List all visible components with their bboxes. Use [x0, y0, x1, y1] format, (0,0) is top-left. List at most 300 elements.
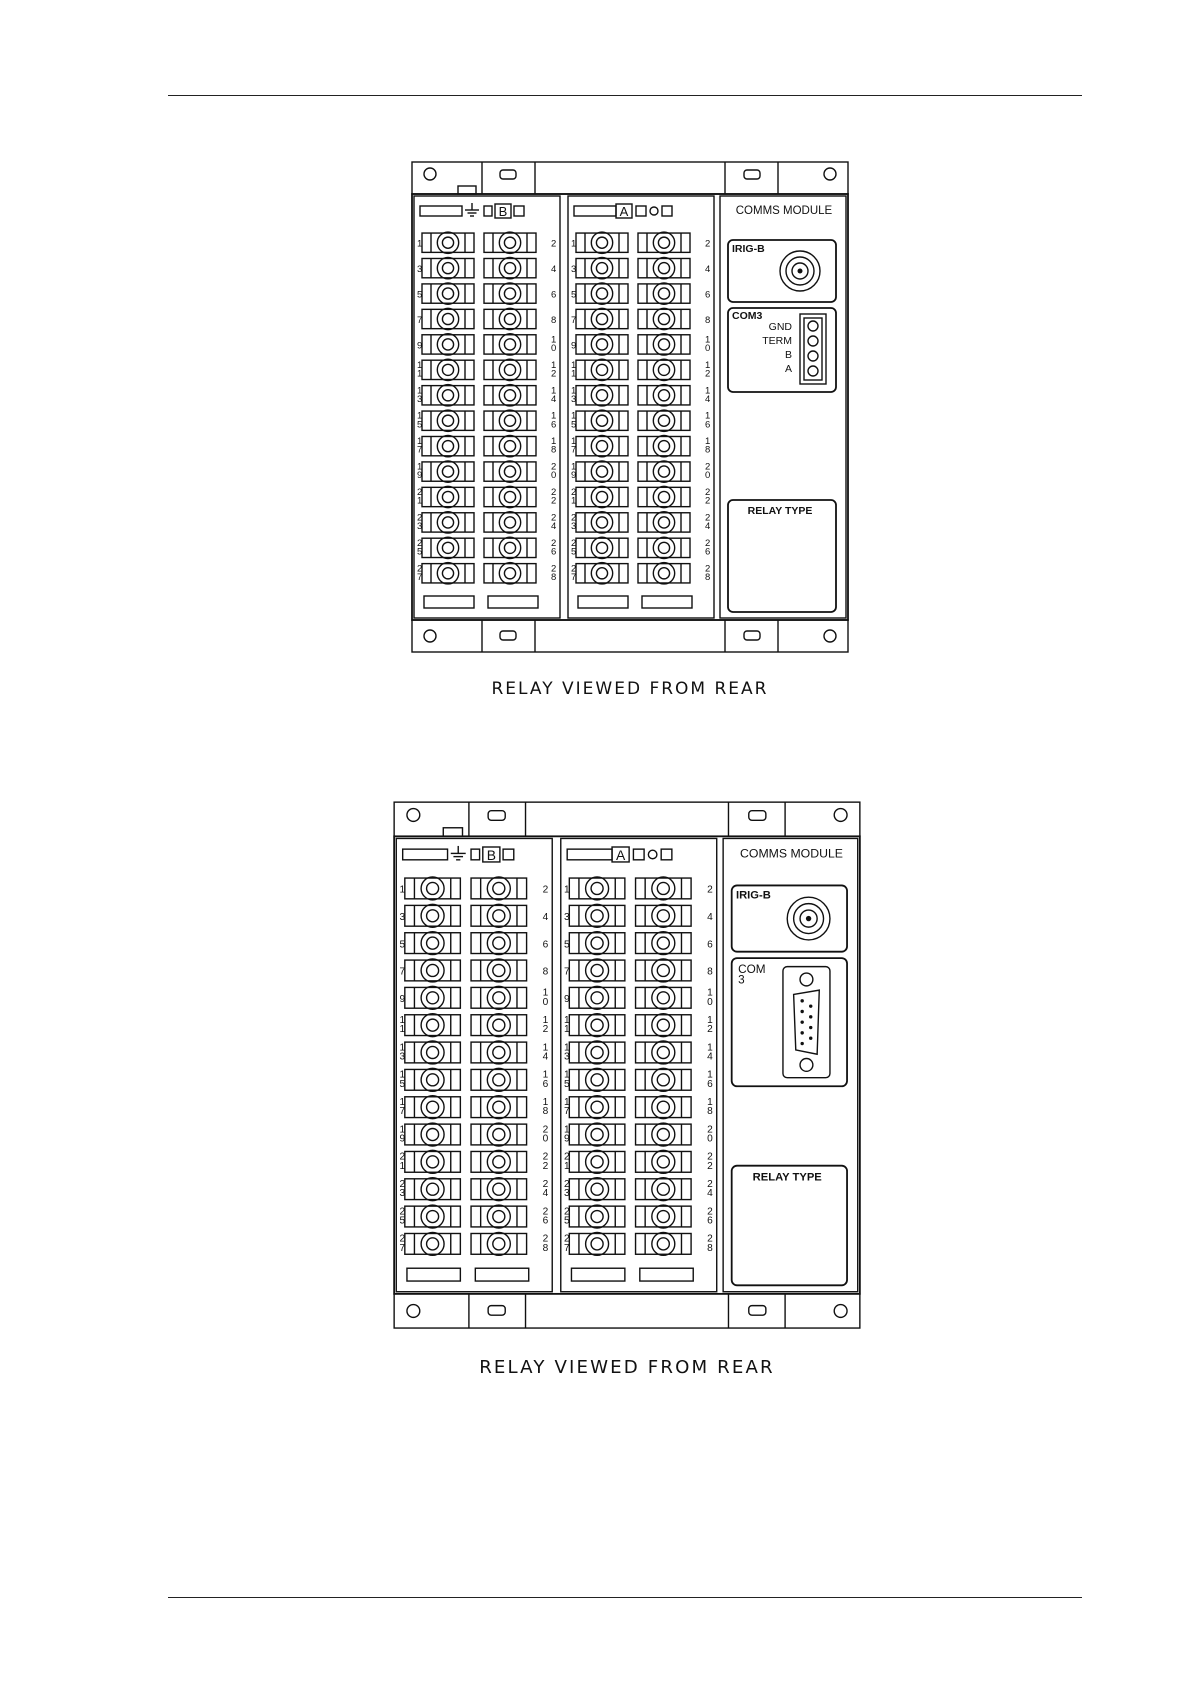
terminal-screw-inner: [504, 466, 515, 477]
terminal-number-even: [551, 360, 556, 380]
terminal-screw-inner: [657, 1156, 669, 1168]
com3-label-line: 3: [738, 973, 745, 987]
terminal-housing: [405, 1151, 461, 1172]
terminal-screw: [421, 1150, 444, 1173]
bottom-label-strip: [488, 596, 538, 608]
terminal-housing: [569, 1233, 625, 1254]
header-rule: [168, 95, 1082, 96]
figure-caption: RELAY VIEWED FROM REAR: [479, 1356, 775, 1378]
terminal-screw: [437, 435, 458, 456]
terminal-screw: [499, 308, 520, 329]
terminal-number-odd-line: 9: [417, 470, 423, 482]
terminal-number-odd-line: 2: [571, 512, 577, 524]
terminal-screw: [487, 932, 510, 955]
terminal-number-even: [707, 1152, 713, 1172]
terminal-number-even: 2: [542, 884, 549, 896]
terminal-housing: [636, 987, 692, 1008]
terminal-screw: [487, 1014, 510, 1037]
terminal-screw-inner: [427, 1074, 439, 1086]
indicator-box: [484, 206, 492, 216]
terminal-number-even: 8: [542, 966, 549, 978]
terminal-screw: [437, 308, 458, 329]
terminal-number-odd-line: 2: [417, 537, 423, 549]
terminal-number-odd-line: 5: [417, 419, 423, 431]
terminal-housing: [484, 513, 536, 532]
terminal-screw: [586, 1232, 609, 1255]
terminal-number-even: [543, 1015, 549, 1035]
terminal-number-odd-line: 2: [563, 1233, 570, 1245]
d-sub-pin: [809, 1004, 812, 1007]
terminal-screw: [591, 410, 612, 431]
block-a-label: A: [619, 204, 629, 219]
terminal-screw-inner: [504, 415, 515, 426]
terminal-housing: [484, 284, 536, 303]
terminal-screw: [591, 232, 612, 253]
terminal-number-odd: [564, 1070, 570, 1090]
terminal-number-even-line: 4: [707, 1188, 713, 1200]
terminal-housing: [405, 905, 461, 926]
terminal-screw-inner: [658, 313, 669, 324]
terminal-number-odd-line: 7: [399, 1242, 406, 1254]
terminal-housing: [638, 538, 690, 557]
bottom-label-strip: [407, 1268, 460, 1281]
terminal-housing: [576, 309, 628, 328]
terminal-number-odd-line: 1: [563, 1097, 570, 1109]
terminal-number-even: [551, 385, 556, 405]
terminal-screw-inner: [658, 441, 669, 452]
flange-slot: [488, 1306, 505, 1316]
terminal-screw-inner: [658, 542, 669, 553]
terminal-screw-inner: [591, 1074, 603, 1086]
indicator-box: [636, 206, 646, 216]
terminal-number-odd-line: 7: [399, 1106, 406, 1118]
terminal-housing: [569, 1206, 625, 1227]
terminal-number-even-line: 1: [551, 359, 557, 371]
terminal-screw: [421, 1232, 444, 1255]
terminal-screw-inner: [504, 313, 515, 324]
terminal-number-odd: 3: [417, 264, 423, 276]
terminal-screw-inner: [442, 263, 453, 274]
terminal-number-even-line: 2: [705, 563, 711, 575]
terminal-number-odd-line: 3: [563, 1188, 570, 1200]
terminal-number-odd: 1: [399, 884, 406, 896]
terminal-housing: [484, 360, 536, 379]
terminal-screw: [653, 537, 674, 558]
terminal-number-odd-line: 1: [399, 1042, 406, 1054]
terminal-housing: [638, 386, 690, 405]
terminal-screw-inner: [657, 992, 669, 1004]
terminal-number-even-line: 2: [542, 1206, 549, 1218]
terminal-screw-inner: [442, 288, 453, 299]
terminal-housing: [405, 1233, 461, 1254]
terminal-screw-inner: [504, 517, 515, 528]
terminal-number-even-line: 6: [707, 1078, 713, 1090]
terminal-number-odd: [571, 436, 576, 456]
terminal-screw-inner: [591, 1211, 603, 1223]
terminal-screw: [653, 334, 674, 355]
terminal-housing: [422, 487, 474, 506]
terminal-screw-inner: [591, 1046, 603, 1058]
terminal-number-odd: [417, 487, 422, 507]
terminal-screw-inner: [658, 390, 669, 401]
terminal-number-odd-line: 9: [571, 470, 577, 482]
terminal-screw-inner: [658, 415, 669, 426]
terminal-number-odd: 5: [417, 289, 423, 301]
terminal-housing: [576, 564, 628, 583]
terminal-screw: [652, 1096, 675, 1119]
terminal-number-even-line: 2: [542, 1151, 549, 1163]
terminal-screw-inner: [493, 910, 505, 922]
terminal-housing: [638, 284, 690, 303]
terminal-screw-inner: [493, 882, 505, 894]
terminal-screw: [586, 1178, 609, 1201]
terminal-housing: [576, 538, 628, 557]
terminal-screw: [487, 1041, 510, 1064]
terminal-screw-inner: [596, 263, 607, 274]
terminal-housing: [636, 1233, 692, 1254]
terminal-number-even-line: 6: [705, 419, 711, 431]
terminal-screw-inner: [657, 1183, 669, 1195]
bottom-label-strip: [475, 1268, 528, 1281]
terminal-screw-inner: [657, 910, 669, 922]
terminal-number-odd: [399, 1152, 405, 1172]
terminal-number-odd: 5: [399, 939, 406, 951]
d-sub-pin: [800, 1031, 803, 1034]
terminal-number-even-line: 1: [542, 1069, 549, 1081]
terminal-screw-inner: [657, 1128, 669, 1140]
terminal-number-odd: [564, 1124, 570, 1144]
terminal-number-even-line: 2: [705, 487, 711, 498]
terminal-screw: [499, 232, 520, 253]
terminal-screw: [653, 563, 674, 584]
com3-label: [738, 963, 765, 987]
terminal-number-even-line: 0: [551, 470, 557, 482]
terminal-screw: [487, 1232, 510, 1255]
flange-slot: [500, 170, 516, 179]
terminal-housing: [638, 411, 690, 430]
terminal-number-even-line: 4: [707, 1051, 713, 1063]
flange-slot: [744, 170, 760, 179]
terminal-screw: [421, 986, 444, 1009]
terminal-screw-inner: [442, 568, 453, 579]
terminal-number-odd-line: 3: [571, 520, 577, 532]
terminal-housing: [422, 411, 474, 430]
terminal-screw-inner: [591, 964, 603, 976]
terminal-screw-inner: [504, 263, 515, 274]
terminal-screw-inner: [591, 1101, 603, 1113]
terminal-number-even-line: 2: [705, 461, 711, 473]
terminal-number-odd: [571, 538, 576, 558]
terminal-screw-inner: [493, 1046, 505, 1058]
terminal-number-even: [543, 1179, 549, 1199]
terminal-housing: [422, 309, 474, 328]
terminal-number-even-line: 2: [707, 1179, 713, 1191]
terminal-housing: [471, 1179, 527, 1200]
terminal-housing: [576, 386, 628, 405]
terminal-number-odd-line: 3: [571, 393, 577, 405]
terminal-number-odd: [564, 1042, 570, 1062]
d-sub-screw: [800, 1059, 813, 1072]
terminal-screw-inner: [596, 288, 607, 299]
terminal-housing: [471, 1124, 527, 1145]
d-sub-pin: [809, 1015, 812, 1018]
terminal-number-even: 4: [551, 264, 557, 276]
terminal-number-odd-line: 3: [399, 1188, 406, 1200]
terminal-housing: [405, 1069, 461, 1090]
terminal-number-even-line: 4: [551, 520, 557, 532]
terminal-screw-inner: [657, 1238, 669, 1250]
terminal-screw: [487, 877, 510, 900]
terminal-number-odd: [399, 1179, 405, 1199]
terminal-screw: [586, 959, 609, 982]
terminal-screw: [421, 877, 444, 900]
terminal-screw-inner: [657, 1101, 669, 1113]
label-strip: [567, 849, 612, 860]
terminal-screw-inner: [493, 1156, 505, 1168]
terminal-screw: [487, 1150, 510, 1173]
terminal-number-even: [543, 1152, 549, 1172]
terminal-housing: [422, 284, 474, 303]
terminal-housing: [405, 1206, 461, 1227]
terminal-number-even-line: 1: [551, 410, 557, 422]
terminal-number-even-line: 2: [705, 495, 711, 507]
relay-rear-view-figure-1: [410, 160, 850, 710]
terminal-number-even-line: 4: [551, 393, 557, 405]
terminal-number-even-line: 6: [705, 546, 711, 558]
terminal-housing: [638, 309, 690, 328]
terminal-screw-inner: [442, 364, 453, 375]
terminal-screw-inner: [493, 1074, 505, 1086]
terminal-number-even-line: 2: [707, 1124, 713, 1136]
terminal-screw: [586, 1041, 609, 1064]
terminal-number-even-line: 2: [707, 1206, 713, 1218]
terminal-screw-inner: [427, 1019, 439, 1031]
terminal-screw: [437, 512, 458, 533]
terminal-number-odd-line: 1: [571, 495, 577, 507]
earth-stud: [458, 186, 476, 194]
terminal-number-even-line: 2: [542, 1179, 549, 1191]
relay-case-body: [412, 194, 848, 620]
terminal-number-odd-line: 7: [571, 444, 577, 456]
terminal-housing: [636, 1015, 692, 1036]
terminal-screw-inner: [427, 1101, 439, 1113]
terminal-number-odd: 9: [417, 340, 423, 352]
terminal-number-even: [543, 1042, 549, 1062]
irig-b-label: IRIG-B: [732, 243, 765, 255]
d-sub-pin: [800, 1042, 803, 1045]
terminal-number-even: [551, 538, 556, 558]
terminal-housing: [484, 233, 536, 252]
terminal-screw: [499, 410, 520, 431]
terminal-screw: [652, 1178, 675, 1201]
terminal-number-odd-line: 5: [571, 419, 577, 431]
terminal-housing: [638, 335, 690, 354]
terminal-number-even-line: 2: [551, 461, 557, 473]
terminal-number-even: [705, 385, 710, 405]
terminal-screw: [653, 512, 674, 533]
d-sub-pin: [800, 1020, 803, 1023]
terminal-screw: [653, 435, 674, 456]
terminal-number-even-line: 8: [705, 444, 711, 456]
terminal-number-even-line: 2: [707, 1151, 713, 1163]
indicator-box: [471, 849, 480, 860]
terminal-number-even-line: 2: [707, 1233, 713, 1245]
terminal-number-odd: [399, 1206, 405, 1226]
terminal-housing: [422, 233, 474, 252]
terminal-number-odd-line: 1: [571, 368, 577, 380]
flange-slot: [500, 631, 516, 640]
terminal-screw-inner: [442, 517, 453, 528]
terminal-housing: [569, 1124, 625, 1145]
terminal-screw: [487, 986, 510, 1009]
terminal-screw: [652, 1041, 675, 1064]
terminal-screw: [437, 334, 458, 355]
terminal-number-odd-line: 1: [417, 436, 423, 448]
terminal-number-odd: [571, 563, 576, 583]
terminal-screw-inner: [427, 1128, 439, 1140]
terminal-connector-pin: [808, 336, 818, 346]
terminal-number-even-line: 1: [705, 359, 711, 371]
terminal-number-even-line: 2: [705, 368, 711, 380]
terminal-screw: [591, 334, 612, 355]
terminal-screw-inner: [427, 964, 439, 976]
terminal-screw: [499, 512, 520, 533]
d-sub-pin: [800, 1010, 803, 1013]
terminal-number-even: [707, 1179, 713, 1199]
terminal-number-odd-line: 1: [417, 461, 423, 473]
terminal-screw: [653, 486, 674, 507]
terminal-number-even-line: 0: [542, 1133, 549, 1145]
top-mounting-flange: [412, 162, 848, 194]
terminal-housing: [576, 487, 628, 506]
terminal-housing: [569, 1042, 625, 1063]
terminal-housing: [636, 1151, 692, 1172]
terminal-screw: [653, 283, 674, 304]
flange-slot: [749, 1306, 766, 1316]
terminal-connector-pin: [808, 351, 818, 361]
terminal-housing: [484, 411, 536, 430]
terminal-number-odd: [564, 1234, 570, 1254]
terminal-number-odd-line: 7: [417, 571, 423, 583]
terminal-housing: [471, 1097, 527, 1118]
terminal-screw: [652, 959, 675, 982]
terminal-housing: [638, 487, 690, 506]
terminal-housing: [576, 462, 628, 481]
bottom-mounting-flange: [412, 620, 848, 652]
terminal-number-odd-line: 1: [563, 1042, 570, 1054]
terminal-housing: [636, 1069, 692, 1090]
indicator-box: [661, 849, 672, 860]
bottom-label-strip: [424, 596, 474, 608]
terminal-screw-inner: [504, 390, 515, 401]
terminal-number-odd-line: 2: [563, 1206, 570, 1218]
terminal-screw: [591, 385, 612, 406]
terminal-number-odd-line: 5: [571, 546, 577, 558]
terminal-screw: [499, 385, 520, 406]
terminal-screw: [653, 257, 674, 278]
terminal-number-odd: 3: [399, 912, 406, 924]
terminal-screw-inner: [591, 937, 603, 949]
terminal-connector-inner: [804, 318, 822, 380]
terminal-number-odd: [417, 563, 422, 583]
terminal-number-even-line: 0: [707, 996, 713, 1008]
terminal-screw-inner: [493, 1101, 505, 1113]
terminal-housing: [484, 487, 536, 506]
indicator-led: [650, 207, 658, 215]
indicator-box: [514, 206, 524, 216]
terminal-number-even-line: 2: [551, 563, 557, 575]
terminal-screw-inner: [657, 964, 669, 976]
terminal-housing: [484, 335, 536, 354]
block-b-label: B: [486, 846, 496, 863]
flange-slot: [744, 631, 760, 640]
terminal-housing: [576, 233, 628, 252]
terminal-number-even-line: 2: [707, 1160, 713, 1172]
terminal-number-odd: 7: [571, 315, 577, 326]
terminal-number-even-line: 2: [551, 487, 557, 498]
terminal-number-even-line: 8: [551, 571, 557, 583]
d-sub-pin: [809, 1036, 812, 1039]
terminal-number-even: 8: [551, 315, 557, 326]
terminal-number-even-line: 1: [705, 385, 711, 397]
terminal-housing: [405, 960, 461, 981]
terminal-screw: [591, 486, 612, 507]
terminal-housing: [471, 933, 527, 954]
terminal-screw-inner: [591, 1238, 603, 1250]
com3-pin-label: GND: [768, 321, 792, 333]
d-sub-pin: [800, 999, 803, 1002]
terminal-number-odd-line: 5: [563, 1078, 570, 1090]
terminal-screw-inner: [442, 415, 453, 426]
terminal-screw-inner: [657, 1211, 669, 1223]
terminal-number-even: [707, 988, 713, 1008]
terminal-number-odd: [571, 512, 576, 532]
terminal-number-odd-line: 7: [563, 1106, 570, 1118]
terminal-number-even-line: 2: [542, 1124, 549, 1136]
terminal-number-odd-line: 1: [563, 1024, 570, 1036]
terminal-housing: [422, 386, 474, 405]
terminal-number-odd-line: 3: [399, 1051, 406, 1063]
terminal-screw: [653, 308, 674, 329]
terminal-housing: [569, 1097, 625, 1118]
terminal-housing: [471, 1042, 527, 1063]
terminal-number-even: [705, 512, 710, 532]
terminal-number-even-line: 6: [542, 1215, 549, 1227]
terminal-screw-inner: [596, 517, 607, 528]
terminal-housing: [569, 1179, 625, 1200]
terminal-number-odd: 5: [571, 289, 577, 301]
terminal-number-even: 2: [551, 238, 557, 250]
terminal-number-even-line: 1: [542, 1042, 549, 1054]
terminal-number-odd: [417, 385, 422, 405]
terminal-number-even-line: 0: [707, 1133, 713, 1145]
terminal-screw: [586, 1068, 609, 1091]
top-mounting-flange: [394, 802, 860, 836]
terminal-screw-inner: [427, 1238, 439, 1250]
terminal-screw-inner: [427, 1156, 439, 1168]
terminal-number-odd-line: 2: [399, 1179, 406, 1191]
terminal-number-even-line: 8: [705, 571, 711, 583]
terminal-housing: [636, 1124, 692, 1145]
terminal-screw: [421, 1123, 444, 1146]
terminal-screw-inner: [591, 1156, 603, 1168]
bnc-connector-pin: [806, 916, 811, 921]
mounting-hole: [407, 809, 420, 822]
terminal-screw-inner: [504, 364, 515, 375]
terminal-number-odd: [399, 1124, 405, 1144]
terminal-number-even-line: 1: [551, 436, 557, 448]
terminal-number-even: 6: [542, 939, 549, 951]
